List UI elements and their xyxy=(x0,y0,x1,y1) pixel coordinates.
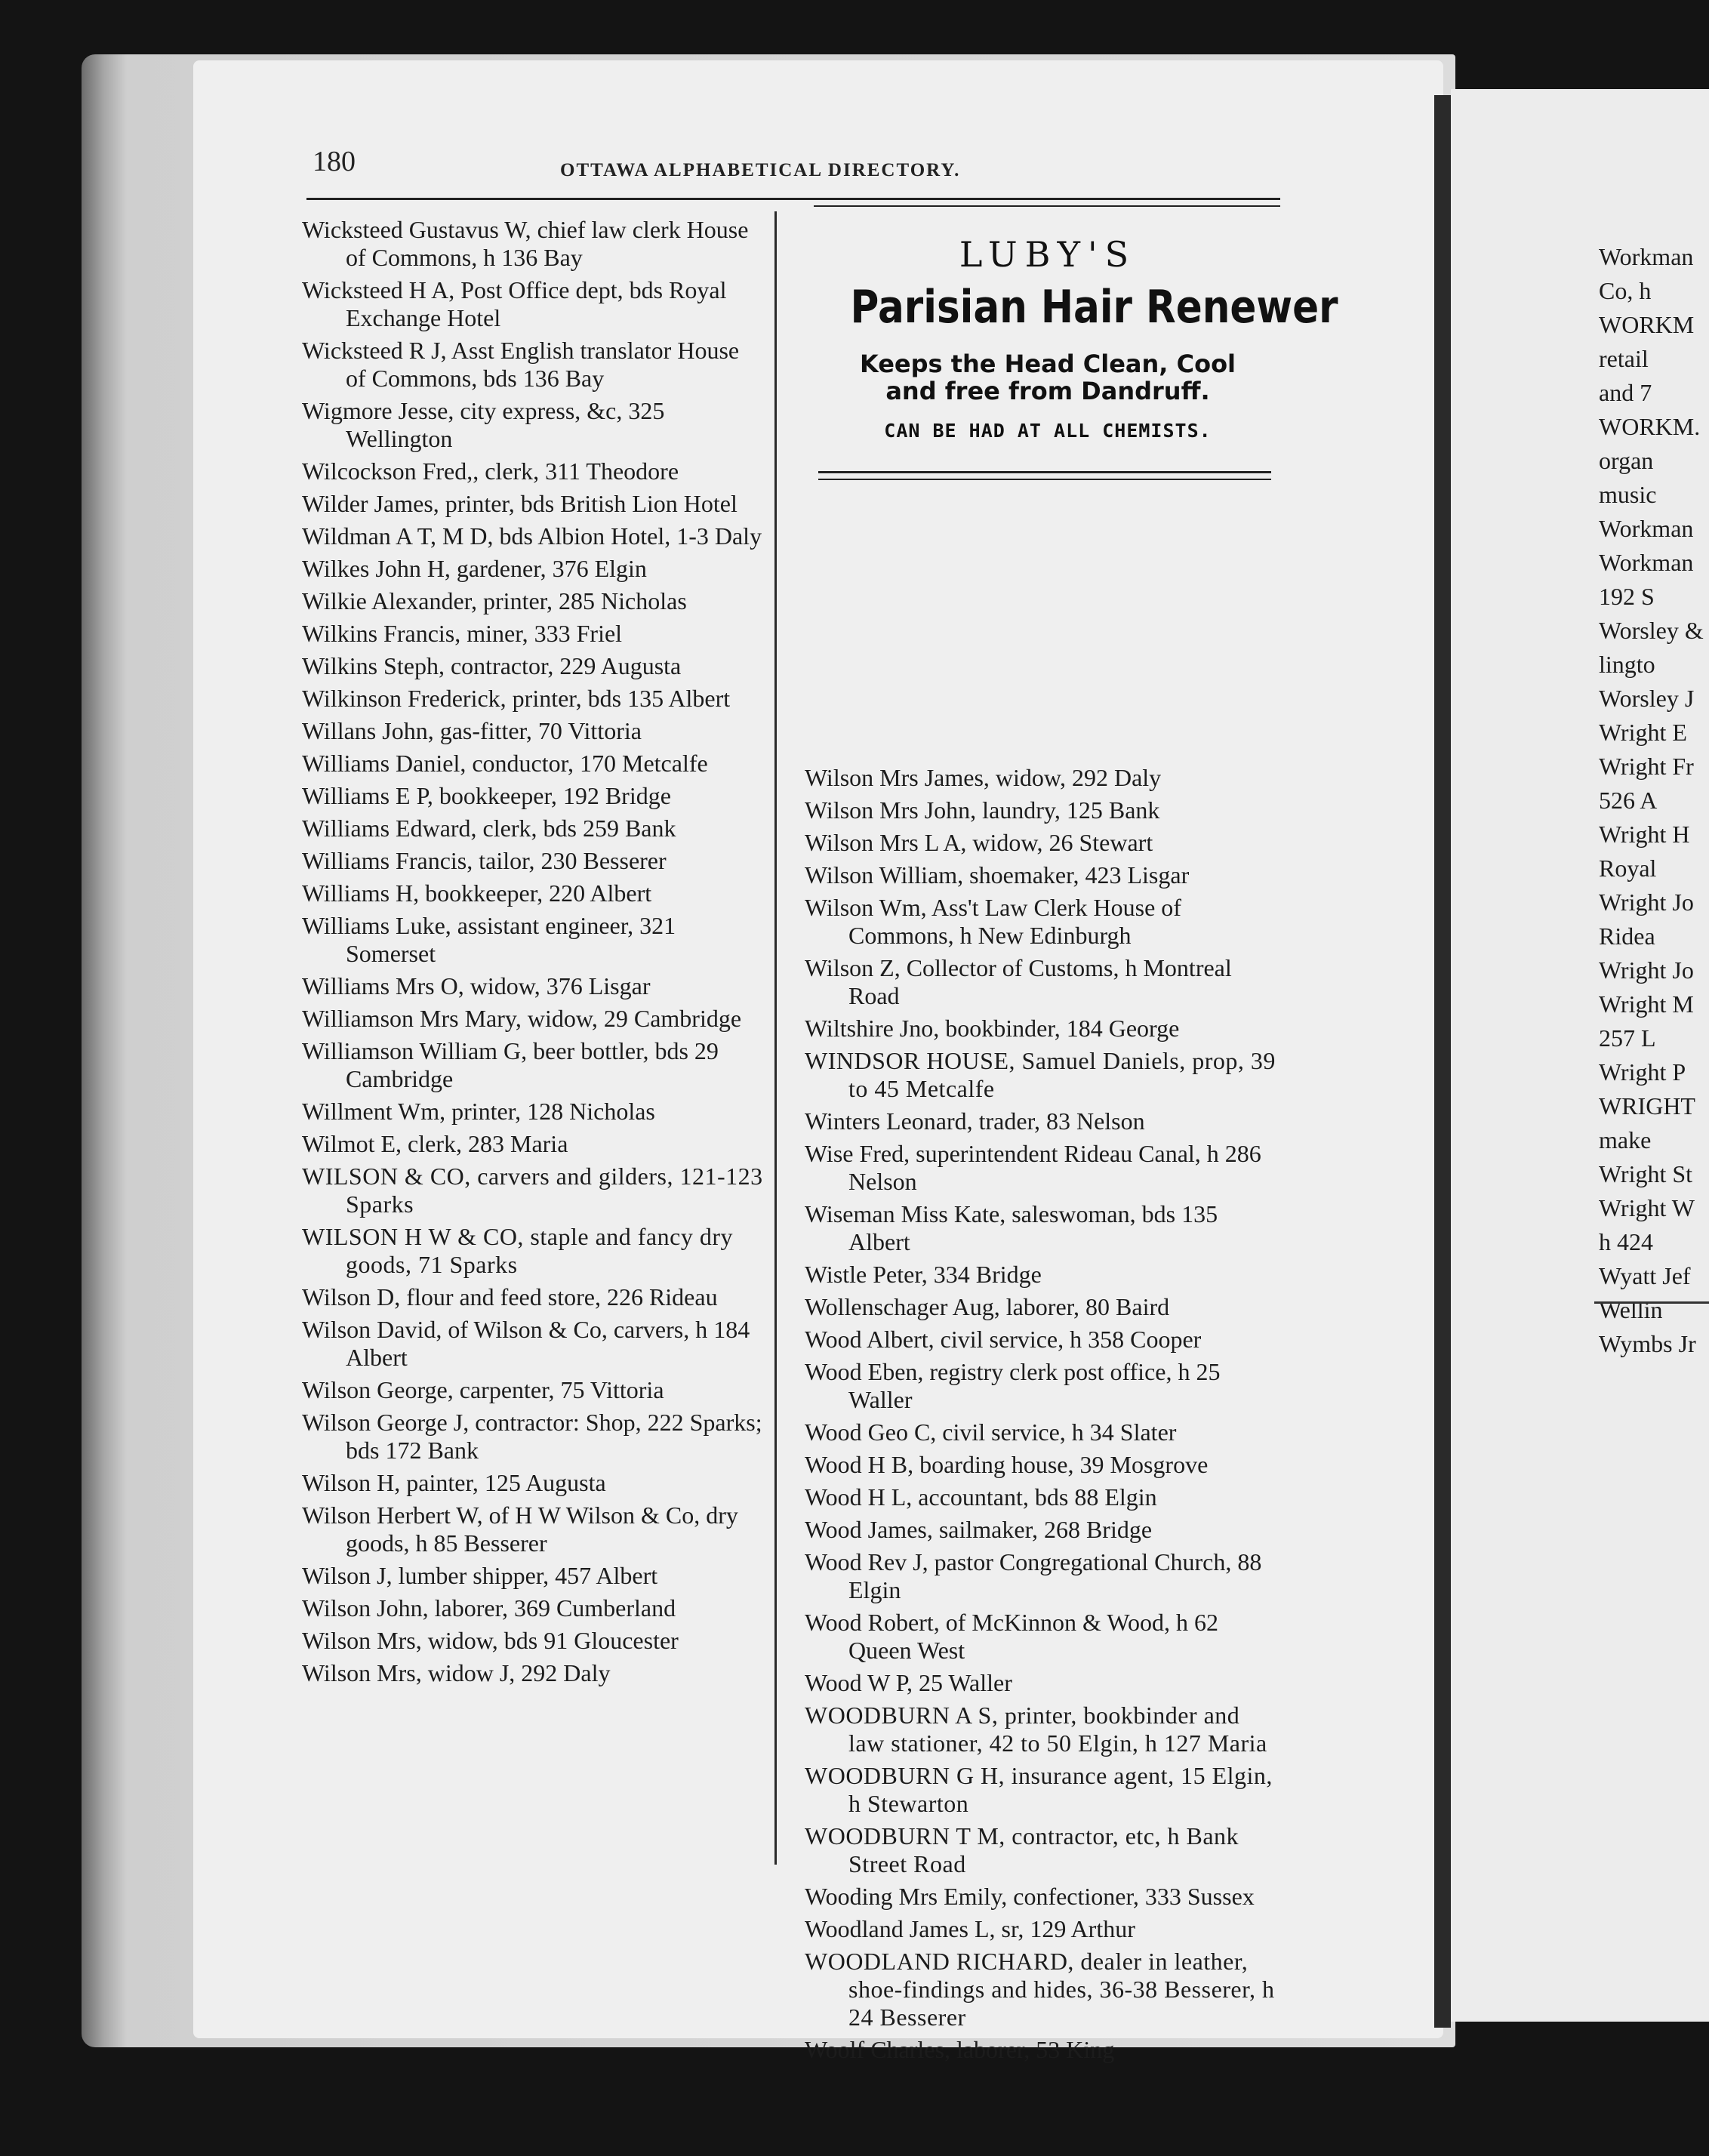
directory-entry: Wilson Mrs L A, widow, 26 Stewart xyxy=(805,829,1153,856)
facing-page-fragment: WORKM. xyxy=(1599,413,1701,440)
facing-page-fragment: Workman xyxy=(1599,243,1694,270)
right-column xyxy=(805,764,1279,2068)
directory-entry: Williamson William G, beer bottler, bds 29 Cambridge xyxy=(302,1037,719,1092)
facing-page-fragment: make xyxy=(1599,1126,1652,1153)
directory-entry: Wilson John, laborer, 369 Cumberland xyxy=(302,1594,676,1622)
directory-entry: Wilmot E, clerk, 283 Maria xyxy=(302,1130,568,1157)
directory-entry: Wood H B, boarding house, 39 Mosgrove xyxy=(805,1451,1209,1478)
directory-entry: Wilson Mrs John, laundry, 125 Bank xyxy=(805,796,1160,824)
directory-entry: Wiltshire Jno, bookbinder, 184 George xyxy=(805,1015,1180,1042)
facing-page-fragment: Workman xyxy=(1599,549,1694,576)
directory-entry: Winters Leonard, trader, 83 Nelson xyxy=(805,1107,1145,1135)
directory-entry: Wilkins Francis, miner, 333 Friel xyxy=(302,620,623,647)
facing-page-fragment: Wright Jo xyxy=(1599,889,1694,916)
facing-page-fragment: Wright W xyxy=(1599,1194,1695,1221)
directory-entry: WOODLAND RICHARD, dealer in leather, shoe-findings and hides, 36-38 Besserer, h 24 Besserer xyxy=(805,1948,1275,2031)
directory-entry: Wooding Mrs Emily, confectioner, 333 Sussex xyxy=(805,1883,1255,1910)
facing-page-fragment: lingto xyxy=(1599,651,1655,678)
facing-page-fragment: WRIGHT xyxy=(1599,1092,1695,1120)
directory-entry: Wilder James, printer, bds British Lion Hotel xyxy=(302,490,737,517)
directory-entry: Wicksteed Gustavus W, chief law clerk House of Commons, h 136 Bay xyxy=(302,216,749,271)
directory-entry: Williams Luke, assistant engineer, 321 Somerset xyxy=(302,912,676,967)
directory-entry: WOODBURN T M, contractor, etc, h Bank Street Road xyxy=(805,1822,1239,1877)
directory-entry: Wilkinson Frederick, printer, bds 135 Albert xyxy=(302,685,731,712)
facing-page-fragment: Wright Jo xyxy=(1599,956,1694,984)
directory-entry: Wilkes John H, gardener, 376 Elgin xyxy=(302,555,647,582)
facing-page-fragment: Wright St xyxy=(1599,1160,1693,1187)
facing-page-fragment: Wellin xyxy=(1599,1296,1663,1323)
directory-entry: Wilson William, shoemaker, 423 Lisgar xyxy=(805,861,1190,889)
ad-bottom-rule xyxy=(818,471,1271,473)
directory-entry: Wilkins Steph, contractor, 229 Augusta xyxy=(302,652,682,679)
directory-entry: Wilkie Alexander, printer, 285 Nicholas xyxy=(302,587,687,614)
directory-entry: Wilson Mrs, widow J, 292 Daly xyxy=(302,1659,611,1686)
facing-page-fragment: Wymbs Jr xyxy=(1599,1330,1696,1357)
facing-page-fragment: Co, h xyxy=(1599,277,1652,304)
directory-entry: Wilson J, lumber shipper, 457 Albert xyxy=(302,1562,658,1589)
directory-entry: Wilson Mrs James, widow, 292 Daly xyxy=(805,764,1162,791)
facing-page-fragment: WORKM xyxy=(1599,311,1695,338)
directory-entry: Williams E P, bookkeeper, 192 Bridge xyxy=(302,782,671,809)
directory-entry: WILSON & CO, carvers and gilders, 121-123 Sparks xyxy=(302,1163,763,1218)
directory-entry: Wise Fred, superintendent Rideau Canal, h 286 Nelson xyxy=(805,1140,1261,1195)
left-column xyxy=(302,216,764,1692)
directory-entry: Willment Wm, printer, 128 Nicholas xyxy=(302,1098,655,1125)
directory-entry: Wilson H, painter, 125 Augusta xyxy=(302,1469,606,1496)
directory-entry: WOODBURN G H, insurance agent, 15 Elgin, h Stewarton xyxy=(805,1762,1273,1817)
directory-entry: Wood Albert, civil service, h 358 Cooper xyxy=(805,1326,1202,1353)
directory-entry: Wood Eben, registry clerk post office, h 25 Waller xyxy=(805,1358,1221,1413)
facing-page-fragment: Wright M xyxy=(1599,990,1694,1018)
directory-entry: Wilson David, of Wilson & Co, carvers, h 184 Albert xyxy=(302,1316,750,1371)
directory-entry: Wilson Mrs, widow, bds 91 Gloucester xyxy=(302,1627,679,1654)
directory-entry: Williams Mrs O, widow, 376 Lisgar xyxy=(302,972,651,999)
directory-entry: Willans John, gas-fitter, 70 Vittoria xyxy=(302,717,642,744)
directory-entry: Wilson George, carpenter, 75 Vittoria xyxy=(302,1376,664,1403)
facing-page-fragment: 526 A xyxy=(1599,787,1658,814)
facing-page-fragment: and 7 xyxy=(1599,379,1652,406)
facing-page-fragment: Worsley J xyxy=(1599,685,1695,712)
facing-page-rule xyxy=(1594,1301,1709,1304)
facing-page-fragment: 257 L xyxy=(1599,1024,1656,1052)
directory-entry: Williams Daniel, conductor, 170 Metcalfe xyxy=(302,750,708,777)
directory-entry: Wood Rev J, pastor Congregational Church, 88 Elgin xyxy=(805,1548,1262,1603)
facing-page-fragment: Wright Fr xyxy=(1599,753,1694,780)
directory-entry: Wilcockson Fred,, clerk, 311 Theodore xyxy=(302,457,679,485)
facing-page-fragment: retail xyxy=(1599,345,1649,372)
facing-page-fragment: Wright E xyxy=(1599,719,1687,746)
directory-entry: Williams Edward, clerk, bds 259 Bank xyxy=(302,815,676,842)
directory-entry: Wood H L, accountant, bds 88 Elgin xyxy=(805,1483,1157,1511)
directory-entry: Wicksteed R J, Asst English translator House of Commons, bds 136 Bay xyxy=(302,337,740,392)
ad-availability: CAN BE HAD AT ALL CHEMISTS. xyxy=(884,420,1212,442)
ad-product-name: Parisian Hair Renewer xyxy=(850,281,1338,334)
luby-advertisement xyxy=(818,219,1338,483)
directory-entry: Wood W P, 25 Waller xyxy=(805,1669,1012,1696)
facing-page-fragment: Workman xyxy=(1599,515,1694,542)
ad-tagline-line-2: and free from Dandruff. xyxy=(885,377,1210,405)
facing-page-fragment: Ridea xyxy=(1599,922,1655,950)
directory-entry: WOODBURN A S, printer, bookbinder and law stationer, 42 to 50 Elgin, h 127 Maria xyxy=(805,1702,1267,1757)
facing-page-fragment: h 424 xyxy=(1599,1228,1653,1255)
directory-entry: Wood Geo C, civil service, h 34 Slater xyxy=(805,1418,1177,1446)
directory-entry: Wood James, sailmaker, 268 Bridge xyxy=(805,1516,1153,1543)
directory-entry: Wiseman Miss Kate, saleswoman, bds 135 Albert xyxy=(805,1200,1218,1255)
facing-page-fragment: Worsley & xyxy=(1599,617,1704,644)
directory-entry: Wildman A T, M D, bds Albion Hotel, 1-3 Daly xyxy=(302,522,762,550)
facing-page-fragment: organ xyxy=(1599,447,1654,474)
book-gutter xyxy=(1434,95,1451,2028)
directory-entry: Woolf Charles, laborer, 53 King xyxy=(805,2036,1115,2063)
directory-entry: Wilson George J, contractor: Shop, 222 Sparks; bds 172 Bank xyxy=(302,1409,762,1464)
directory-entry: Wistle Peter, 334 Bridge xyxy=(805,1261,1042,1288)
directory-entry: Wigmore Jesse, city express, &c, 325 Wellington xyxy=(302,397,665,452)
directory-entry: Williamson Mrs Mary, widow, 29 Cambridge xyxy=(302,1005,742,1032)
header-rule-secondary xyxy=(814,205,1280,207)
facing-page-fragment: music xyxy=(1599,481,1657,508)
facing-page-fragment: Wright H xyxy=(1599,821,1690,848)
directory-entry: Woodland James L, sr, 129 Arthur xyxy=(805,1915,1135,1942)
column-divider xyxy=(774,211,777,1865)
ad-tagline-line-1: Keeps the Head Clean, Cool xyxy=(859,350,1236,378)
ad-tagline xyxy=(818,350,1277,405)
ad-bottom-rule-secondary xyxy=(818,479,1271,480)
ad-brand: LUBY'S xyxy=(959,234,1137,275)
facing-page-column xyxy=(1599,243,1709,1364)
directory-entry: WILSON H W & CO, staple and fancy dry goods, 71 Sparks xyxy=(302,1223,733,1278)
running-head: OTTAWA ALPHABETICAL DIRECTORY. xyxy=(560,160,961,180)
facing-page-fragment: 192 S xyxy=(1599,583,1655,610)
directory-entry: WINDSOR HOUSE, Samuel Daniels, prop, 39 to 45 Metcalfe xyxy=(805,1047,1276,1102)
directory-entry: Williams H, bookkeeper, 220 Albert xyxy=(302,879,652,907)
directory-entry: Wilson D, flour and feed store, 226 Rideau xyxy=(302,1283,718,1311)
facing-page-fragment: Wright P xyxy=(1599,1058,1686,1086)
directory-entry: Wilson Z, Collector of Customs, h Montreal Road xyxy=(805,954,1232,1009)
facing-page-fragment: Royal xyxy=(1599,855,1657,882)
directory-entry: Wicksteed H A, Post Office dept, bds Royal Exchange Hotel xyxy=(302,276,727,331)
header-rule xyxy=(306,198,1280,200)
directory-entry: Wood Robert, of McKinnon & Wood, h 62 Queen West xyxy=(805,1609,1218,1664)
directory-entry: Williams Francis, tailor, 230 Besserer xyxy=(302,847,667,874)
directory-entry: Wollenschager Aug, laborer, 80 Baird xyxy=(805,1293,1170,1320)
facing-page-fragment: Wyatt Jef xyxy=(1599,1262,1691,1289)
directory-entry: Wilson Wm, Ass't Law Clerk House of Commons, h New Edinburgh xyxy=(805,894,1181,949)
page-number: 180 xyxy=(313,146,356,177)
directory-entry: Wilson Herbert W, of H W Wilson & Co, dry goods, h 85 Besserer xyxy=(302,1502,738,1557)
